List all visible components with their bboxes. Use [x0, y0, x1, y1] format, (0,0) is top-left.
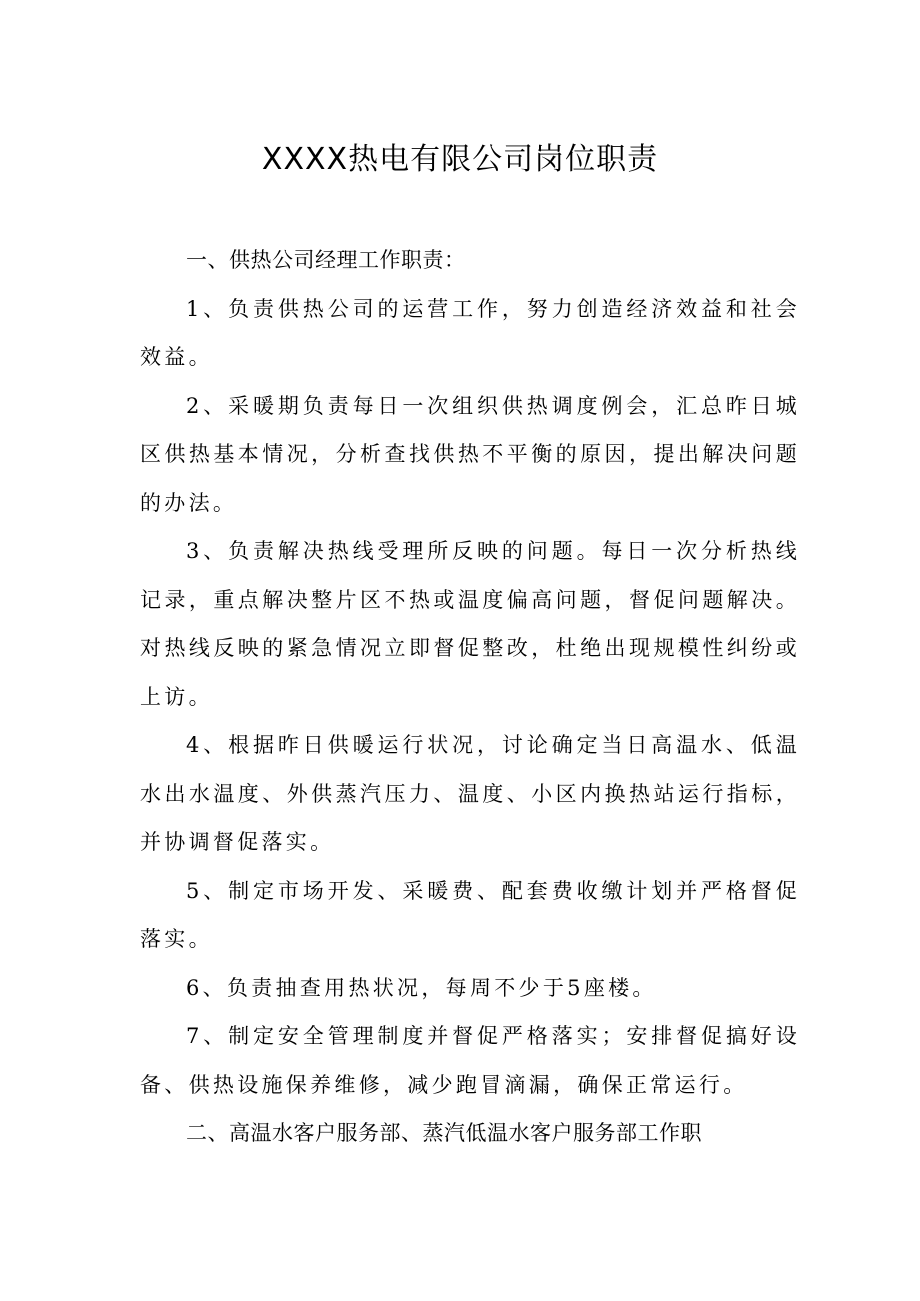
duty-item-7: 7、制定安全管理制度并督促严格落实；安排督促搞好设备、供热设施保养维修，减少跑冒滴漏，确保正常运行。 — [140, 1024, 800, 1097]
duty-item-1: 1、负责供热公司的运营工作，努力创造经济效益和社会效益。 — [140, 296, 800, 369]
duty-item-2: 2、采暖期负责每日一次组织供热调度例会，汇总昨日城区供热基本情况，分析查找供热不平衡的原因，提出解决问题的办法。 — [140, 393, 800, 515]
document-body — [140, 236, 800, 1158]
section-heading-2: 二、高温水客户服务部、蒸汽低温水客户服务部工作职 — [186, 1121, 702, 1145]
duty-item-6: 6、负责抽查用热状况，每周不少于5座楼。 — [186, 975, 657, 1000]
document-title: XXXX热电有限公司岗位职责 — [261, 142, 659, 177]
duty-item-5: 5、制定市场开发、采暖费、配套费收缴计划并严格督促落实。 — [140, 878, 800, 951]
section-heading-1: 一、供热公司经理工作职责： — [186, 248, 466, 272]
duty-item-4: 4、根据昨日供暖运行状况，讨论确定当日高温水、低温水出水温度、外供蒸汽压力、温度、小区内换热站运行指标，并协调督促落实。 — [140, 733, 800, 854]
duty-item-3: 3、负责解决热线受理所反映的问题。每日一次分析热线记录，重点解决整片区不热或温度偏高问题，督促问题解决。对热线反映的紧急情况立即督促整改，杜绝出现规模性纠纷或上访。 — [140, 539, 800, 709]
